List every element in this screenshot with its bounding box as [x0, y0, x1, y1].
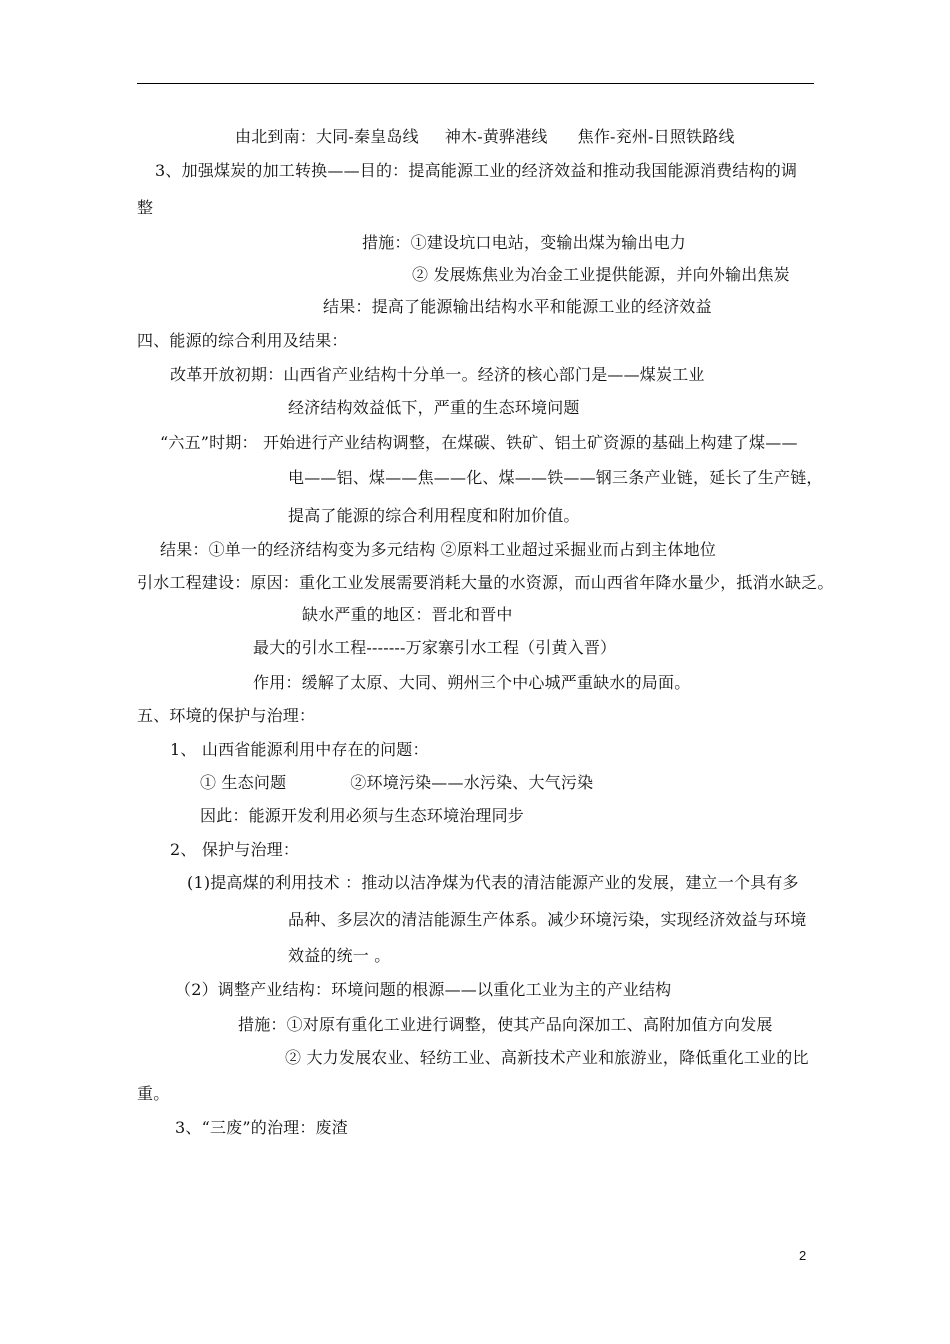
text-line: 电——铝、煤——焦——化、煤——铁——钢三条产业链，延长了生产链， — [288, 468, 823, 487]
text-line: 重。 — [137, 1084, 170, 1103]
text-line: 整 — [137, 198, 154, 217]
railway-c: 焦作-兖州-日照铁路线 — [577, 127, 735, 146]
railway-lines — [235, 127, 735, 147]
text-line: 结果：①单一的经济结构变为多元结构 ②原料工业超过采掘业而占到主体地位 — [160, 540, 717, 559]
text-line: 作用：缓解了太原、大同、朔州三个中心城严重缺水的局面。 — [253, 673, 691, 692]
railway-a: 由北到南：大同-秦皇岛线 — [235, 127, 419, 146]
railway-b: 神木-黄骅港线 — [444, 127, 548, 146]
text-line: （2）调整产业结构：环境问题的根源——以重化工业为主的产业结构 — [175, 980, 672, 999]
text-line: 最大的引水工程-------万家寨引水工程（引黄入晋） — [253, 638, 617, 657]
text-line: ② 大力发展农业、轻纺工业、高新技术产业和旅游业，降低重化工业的比 — [285, 1048, 809, 1067]
text-line: 提高了能源的综合利用程度和附加价值。 — [288, 506, 580, 525]
section-heading: 五、环境的保护与治理： — [137, 706, 316, 725]
text-line: “六五”时期： 开始进行产业结构调整，在煤碳、铁矿、铝土矿资源的基础上构建了煤—— — [160, 433, 798, 452]
problem-b: ②环境污染——水污染、大气污染 — [350, 773, 594, 792]
text-line: 2、 保护与治理： — [170, 840, 300, 859]
text-line: 效益的统一 。 — [288, 946, 391, 965]
text-line: 经济结构效益低下，严重的生态环境问题 — [288, 398, 580, 417]
page-number: 2 — [799, 1248, 807, 1263]
text-line: 3、“三废”的治理：废渣 — [175, 1118, 348, 1137]
text-line: 1、 山西省能源利用中存在的问题： — [170, 740, 429, 759]
text-line: 改革开放初期：山西省产业结构十分单一。经济的核心部门是——煤炭工业 — [170, 365, 705, 384]
text-line: 引水工程建设：原因：重化工业发展需要消耗大量的水资源，而山西省年降水量少，抵消水缺乏。 — [137, 573, 834, 592]
section-heading: 四、能源的综合利用及结果： — [137, 331, 348, 350]
problems-line — [200, 773, 593, 793]
problem-a: ① 生态问题 — [200, 773, 287, 792]
text-line: 因此：能源开发利用必须与生态环境治理同步 — [200, 806, 525, 825]
text-line: (1)提高煤的利用技术 ：推动以洁净煤为代表的清洁能源产业的发展，建立一个具有多 — [187, 873, 799, 892]
text-line: 3、加强煤炭的加工转换——目的：提高能源工业的经济效益和推动我国能源消费结构的调 — [155, 161, 798, 180]
text-line: 措施：①建设坑口电站，变输出煤为输出电力 — [362, 233, 687, 252]
text-line: 品种、多层次的清洁能源生产体系。减少环境污染，实现经济效益与环境 — [288, 910, 807, 929]
text-line: 缺水严重的地区：晋北和晋中 — [302, 605, 513, 624]
header-rule — [137, 83, 814, 84]
text-line: ② 发展炼焦业为冶金工业提供能源，并向外输出焦炭 — [412, 265, 790, 284]
text-line: 结果：提高了能源输出结构水平和能源工业的经济效益 — [323, 297, 712, 316]
text-line: 措施：①对原有重化工业进行调整，使其产品向深加工、高附加值方向发展 — [238, 1015, 773, 1034]
